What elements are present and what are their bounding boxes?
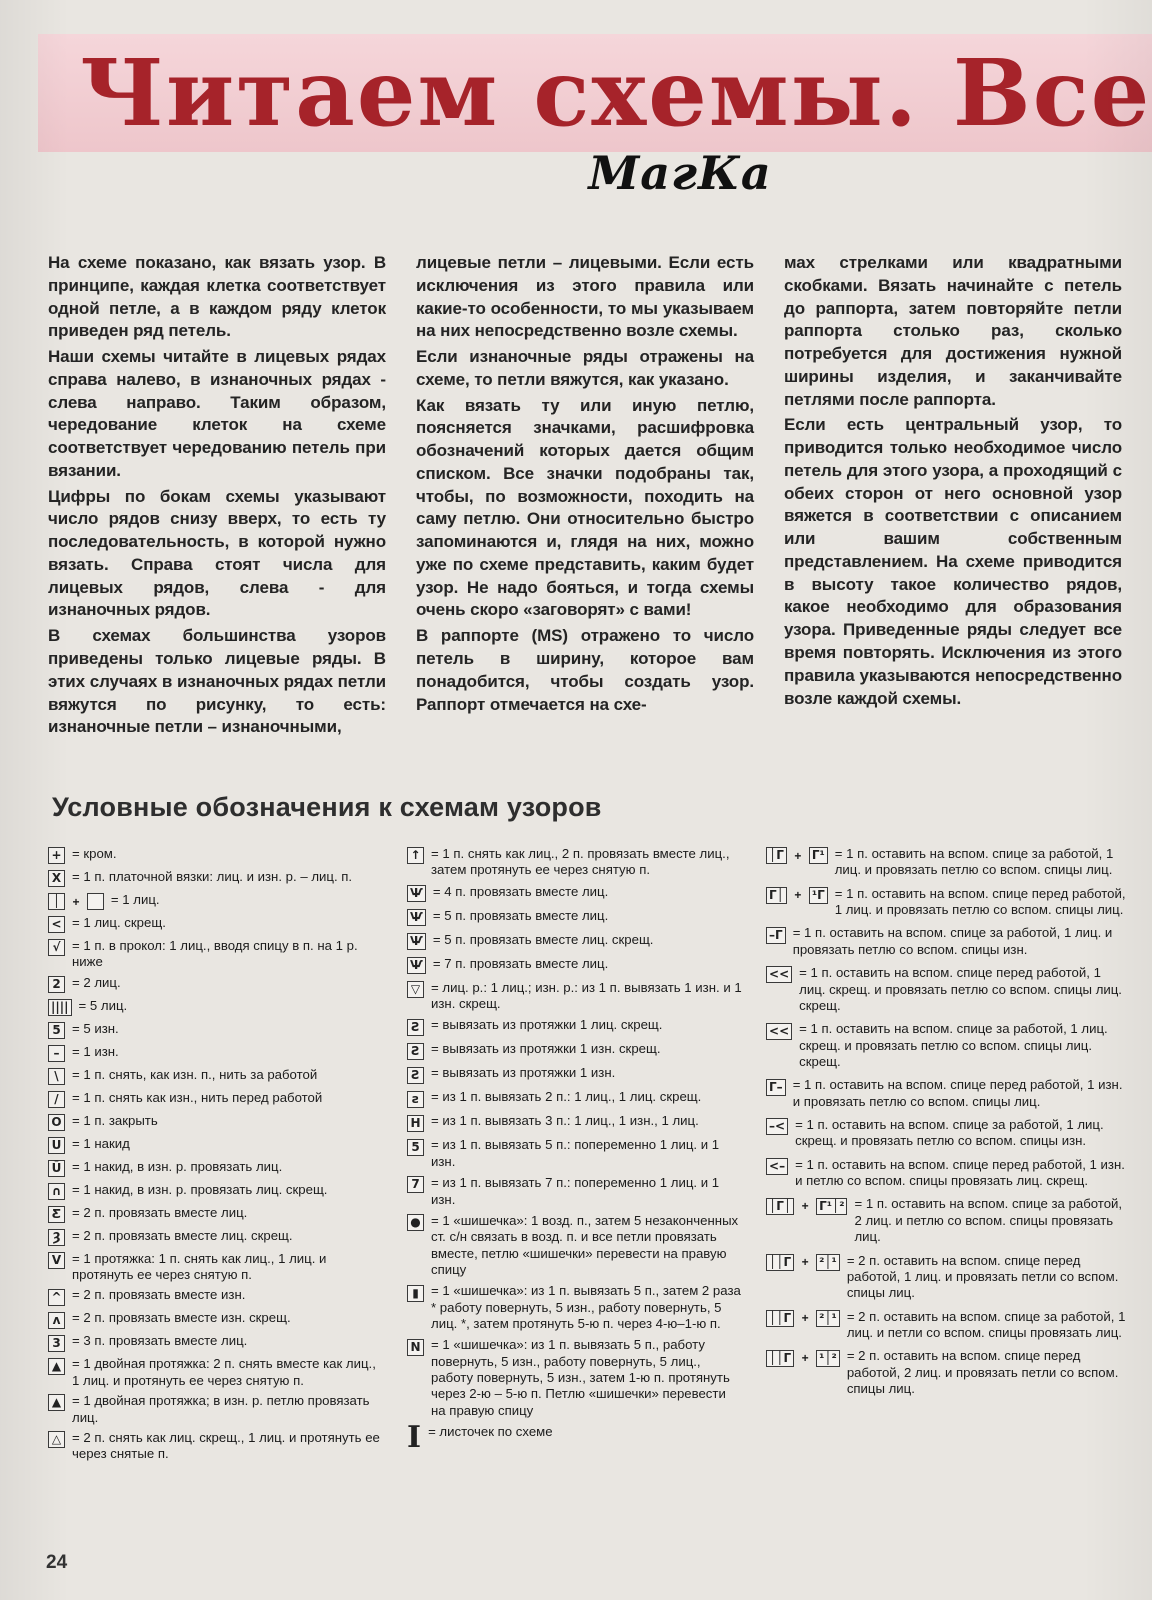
knit-symbol-box: <– xyxy=(766,1158,788,1175)
plus-sign: + xyxy=(801,1311,809,1326)
knit-symbol xyxy=(48,1333,65,1352)
legend-item xyxy=(48,1356,385,1389)
knit-symbol xyxy=(48,1228,65,1247)
title-banner xyxy=(38,34,1152,152)
legend-text: = 1 накид xyxy=(72,1135,130,1151)
knit-symbol-box: ƨ xyxy=(407,1091,424,1108)
legend-text: = из 1 п. вывязать 2 п.: 1 лиц., 1 лиц. скрещ. xyxy=(431,1089,702,1105)
legend-item xyxy=(48,998,385,1017)
legend-text: = 5 лиц. xyxy=(78,997,128,1013)
knit-symbol-box-2 xyxy=(87,893,104,910)
knit-symbol-box: / xyxy=(48,1091,65,1108)
intro-paragraph: Если изнаночные ряды отражены на схеме, то петли вяжутся, как указано. xyxy=(416,347,754,389)
knit-symbol-box: ↑ xyxy=(407,847,424,864)
knit-symbol xyxy=(48,938,65,957)
knit-symbol-box: ▮ xyxy=(407,1285,424,1302)
legend-item xyxy=(766,886,1130,919)
legend-text: = 1 протяжка: 1 п. снять как лиц., 1 лиц. и протянуть ее через снятую п. xyxy=(72,1250,327,1283)
knit-symbol-box: Ȝ xyxy=(48,1229,65,1246)
plus-sign: + xyxy=(801,1351,809,1366)
intro-column-1 xyxy=(48,252,386,742)
knit-symbol-box-2: Г¹│² xyxy=(816,1198,847,1215)
knit-symbol-box: Ƹ xyxy=(48,1206,65,1223)
knit-symbol-box: 2 xyxy=(48,976,65,993)
knit-symbol-box: N xyxy=(407,1339,424,1356)
knit-symbol xyxy=(407,884,426,903)
knit-symbol xyxy=(407,1113,424,1132)
knit-symbol xyxy=(407,1420,422,1456)
knit-symbol-box: X xyxy=(48,870,65,887)
knit-symbol xyxy=(407,1175,424,1194)
intro-paragraph: мах стрелками или квадратными скобками. Вязать начинайте с петель до раппорта, затем повторяйте петли раппорта столько раз, сколько потребуется для достижения нужной ширины изделия, и заканчивайте петлями после раппорта. xyxy=(784,253,1122,409)
legend-item xyxy=(48,1393,385,1426)
legend-column-2 xyxy=(407,846,744,1550)
legend-item xyxy=(48,1310,385,1329)
legend-text: = 2 п. оставить на вспом. спице за работой, 1 лиц. и петли со вспом. спицы провязать лиц. xyxy=(846,1308,1126,1340)
legend-text: = 1 двойная протяжка: 2 п. снять вместе как лиц., 1 лиц. и протянуть ее через снятую п. xyxy=(72,1356,376,1388)
knit-symbol-box: Ѱ xyxy=(407,909,426,926)
legend-text: = 1 лиц. скрещ. xyxy=(72,915,166,930)
knit-symbol xyxy=(766,1077,786,1096)
knit-symbol xyxy=(407,1041,424,1060)
plus-sign: + xyxy=(72,894,80,909)
legend-item xyxy=(407,1420,744,1456)
knit-symbol-box: Ѱ xyxy=(407,885,426,902)
legend-text: = 2 п. провязать вместе лиц. xyxy=(72,1204,248,1220)
legend-section xyxy=(48,846,1130,1550)
legend-text: = 2 п. провязать вместе изн. скрещ. xyxy=(72,1310,291,1326)
knit-symbol-box-2: ¹│² xyxy=(816,1350,840,1367)
legend-item xyxy=(766,1117,1130,1150)
knit-symbol xyxy=(766,1157,788,1176)
legend-text: = лиц. р.: 1 лиц.; изн. р.: из 1 п. вывязать 1 изн. и 1 изн. скрещ. xyxy=(431,979,742,1012)
knit-symbol-box-2: ¹Г xyxy=(809,887,828,904)
legend-text: = 1 п. оставить на вспом. спице за работой, 1 лиц. скрещ. и провязать петлю со вспом. спицы изн. xyxy=(795,1117,1104,1149)
legend-text: = 2 п. оставить на вспом. спице перед работой, 1 лиц. и провязать петли со вспом. спицы лиц. xyxy=(846,1252,1119,1301)
legend-text: = 7 п. провязать вместе лиц. xyxy=(432,955,609,971)
legend-text: = 2 п. провязать вместе лиц. скрещ. xyxy=(72,1227,293,1243)
legend-item xyxy=(407,932,744,951)
intro-paragraph: лицевые петли – лицевыми. Если есть исключения из этого правила или какие-то особенности, то мы указываем на них непосредственно возле схемы. xyxy=(416,253,754,341)
legend-item xyxy=(48,975,385,994)
legend-text: = 1 накид, в изн. р. провязать лиц. xyxy=(72,1158,283,1174)
page-number: 24 xyxy=(46,1552,68,1573)
legend-text: = 4 п. провязать вместе лиц. xyxy=(432,883,609,899)
legend-item xyxy=(407,1283,744,1332)
legend-item xyxy=(766,1348,1130,1397)
knit-symbol xyxy=(407,1065,424,1084)
intro-paragraph: В раппорте (MS) отражено то число петель в ширину, которое вам понадобится, чтобы создать узор. Раппорт отмечается на схе- xyxy=(416,626,754,714)
knit-symbol xyxy=(766,1309,840,1328)
knit-symbol-box: H xyxy=(407,1115,424,1132)
knit-symbol xyxy=(407,1137,424,1156)
legend-text: = 1 п. снять как лиц., 2 п. провязать вместе лиц., затем протянуть ее через снятую п. xyxy=(431,846,730,878)
knit-symbol xyxy=(48,1182,65,1201)
knit-symbol xyxy=(766,1021,792,1040)
legend-item xyxy=(407,908,744,927)
legend-item xyxy=(407,1175,744,1208)
legend-item xyxy=(766,1253,1130,1302)
legend-text: = 1 п. оставить на вспом. спице перед работой, 1 изн. и провязать петлю со вспом. спицы лиц. xyxy=(792,1077,1123,1109)
knit-symbol-box: ∩ xyxy=(48,1183,65,1200)
intro-paragraph: Как вязать ту или иную петлю, поясняется значками, расшифровка обозначений которых дается общим списком. Все значки подобраны так, чтобы, по возможности, походить на саму петлю. Они относительно быстро запоминаются и, глядя на них, можно уже по схеме представить, каким будет узор. Не надо бояться, и тогда схемы очень скоро «заговорят» с вами! xyxy=(416,395,754,620)
knit-symbol-box: + xyxy=(48,847,65,864)
knit-symbol xyxy=(766,1117,788,1136)
legend-item xyxy=(766,846,1130,879)
intro-column-2 xyxy=(416,252,754,742)
knit-symbol-box: 3 xyxy=(48,1335,65,1352)
knit-symbol-box: ││Г xyxy=(766,1310,794,1327)
legend-item xyxy=(407,1137,744,1170)
knit-symbol-box: ʌ xyxy=(48,1312,65,1329)
legend-item xyxy=(766,965,1130,1014)
knit-symbol-box: –Г xyxy=(766,927,786,944)
legend-item xyxy=(48,1430,385,1463)
knit-symbol-box: Ѱ xyxy=(407,957,426,974)
knit-symbol xyxy=(766,965,792,984)
legend-text: = 1 п. оставить на вспом. спице перед работой, 1 изн. и петлю со вспом. спицы провязать лиц. скрещ. xyxy=(795,1156,1125,1189)
legend-item xyxy=(766,925,1130,958)
knit-symbol xyxy=(766,925,786,944)
intro-paragraph: В схемах большинства узоров приведены только лицевые ряды. В этих случаях в изнаночных рядах петли вяжутся по рисунку, то есть: изнаночные петли – изнаночными, xyxy=(48,626,386,737)
knit-symbol-box: Ƨ xyxy=(407,1019,424,1036)
knit-symbol xyxy=(48,1113,65,1132)
knit-symbol xyxy=(48,1159,65,1178)
knit-symbol-box: ^ xyxy=(48,1289,65,1306)
knit-symbol xyxy=(407,956,426,975)
legend-text: = 1 п. оставить на вспом. спице перед работой, 1 лиц. и провязать петлю со вспом. спицы лиц. xyxy=(834,885,1126,918)
knit-symbol xyxy=(766,1253,840,1272)
knit-symbol-box: 7 xyxy=(407,1176,424,1193)
knit-symbol xyxy=(48,1430,65,1449)
knit-symbol-box: ● xyxy=(407,1214,424,1231)
knit-symbol-box: – xyxy=(48,1045,65,1062)
knit-symbol xyxy=(48,869,65,888)
legend-text: = 5 п. провязать вместе лиц. скрещ. xyxy=(432,931,654,947)
legend-text: = 1 п. оставить на вспом. спице за работой, 1 лиц. и провязать петлю со вспом. спицы лиц. xyxy=(834,846,1114,878)
knit-symbol xyxy=(48,1356,65,1375)
legend-item xyxy=(407,1017,744,1036)
legend-item xyxy=(766,1157,1130,1190)
legend-item xyxy=(48,1333,385,1352)
knit-symbol-box: ▽ xyxy=(407,981,424,998)
legend-text: = 1 п. закрыть xyxy=(72,1112,158,1128)
knit-symbol xyxy=(407,932,426,951)
legend-text: = 5 п. провязать вместе лиц. xyxy=(432,907,609,923)
page-title: Читаем схемы. Все xyxy=(80,39,1152,147)
knit-symbol-box: Ƨ xyxy=(407,1067,424,1084)
knit-symbol-box: V xyxy=(48,1252,65,1269)
legend-item xyxy=(766,1196,1130,1245)
legend-text: = 1 накид, в изн. р. провязать лиц. скрещ. xyxy=(72,1181,328,1197)
legend-text: = 1 п. оставить на вспом. спице перед работой, 1 лиц. скрещ. и провязать петлю со вспом. спицы лиц. скрещ. xyxy=(799,965,1122,1013)
legend-text: = 2 п. оставить на вспом. спице перед работой, 2 лиц. и провязать петли со вспом. спицы лиц. xyxy=(846,1348,1119,1397)
legend-text: = 1 «шишечка»: из 1 п. вывязать 5 п., затем 2 раза * работу повернуть, 5 изн., работу повернуть, 5 лиц. *, затем протянуть 5-ю п. через 4-ю–1-ю п. xyxy=(431,1283,741,1332)
knit-symbol-box: Ƨ xyxy=(407,1043,424,1060)
knit-symbol-box-2: ²│¹ xyxy=(816,1310,840,1327)
knit-symbol-box: O xyxy=(48,1114,65,1131)
legend-text: = 1 п. оставить на вспом. спице за работой, 2 лиц. и петлю со вспом. спицы провязать лиц. xyxy=(854,1196,1123,1245)
plus-sign: + xyxy=(794,848,802,863)
legend-item xyxy=(48,1067,385,1086)
legend-text: = из 1 п. вывязать 5 п.: попеременно 1 лиц. и 1 изн. xyxy=(431,1137,720,1169)
legend-item xyxy=(407,956,744,975)
legend-item xyxy=(407,1213,744,1278)
knit-symbol-box: Ѱ xyxy=(407,933,426,950)
legend-item xyxy=(48,869,385,888)
legend-item xyxy=(407,980,744,1013)
legend-item xyxy=(48,892,385,911)
legend-text: = 1 п. оставить на вспом. спице за работой, 1 лиц. скрещ. и провязать петлю со вспом. спицы лиц. скрещ. xyxy=(799,1021,1108,1069)
magazine-logo: МагКа xyxy=(588,146,772,200)
knit-symbol xyxy=(766,846,828,865)
knit-symbol xyxy=(48,846,65,865)
knit-symbol xyxy=(407,1213,424,1232)
legend-column-1 xyxy=(48,846,385,1550)
legend-text: = вывязать из протяжки 1 изн. xyxy=(431,1065,616,1081)
legend-text: = 1 двойная протяжка; в изн. р. петлю провязать лиц. xyxy=(72,1393,370,1425)
legend-item xyxy=(407,1113,744,1132)
intro-column-3 xyxy=(784,252,1122,742)
knit-symbol xyxy=(48,915,65,934)
knit-symbol-box: ││Г xyxy=(766,1350,794,1367)
legend-item xyxy=(48,1113,385,1132)
knit-symbol-box: │ xyxy=(48,893,65,910)
knit-symbol xyxy=(407,980,424,999)
knit-symbol xyxy=(407,1017,424,1036)
knit-symbol-box: –< xyxy=(766,1118,788,1135)
legend-item xyxy=(407,1041,744,1060)
legend-text: = 1 п. снять как изн., нить перед работой xyxy=(72,1089,323,1105)
legend-text: = из 1 п. вывязать 7 п.: попеременно 1 лиц. и 1 изн. xyxy=(431,1175,720,1207)
knit-symbol xyxy=(407,846,424,865)
legend-text: = листочек по схеме xyxy=(428,1424,553,1440)
knit-symbol xyxy=(48,1310,65,1329)
knit-symbol xyxy=(766,886,828,905)
legend-item xyxy=(766,1021,1130,1070)
legend-text: = 1 изн. xyxy=(72,1043,119,1059)
knit-symbol xyxy=(48,998,72,1017)
knit-symbol xyxy=(48,892,104,911)
legend-text: = 1 п. оставить на вспом. спице за работой, 1 лиц. и провязать петлю со вспом. спицы изн. xyxy=(792,925,1113,957)
knit-symbol-box: √ xyxy=(48,939,65,956)
legend-text: = 1 п. снять, как изн. п., нить за работой xyxy=(72,1066,318,1082)
intro-paragraph: Цифры по бокам схемы указывают число рядов снизу вверх, то есть ту последовательность, в которой нужно вязать. Справа стоят числа для лицевых рядов, слева - для изнаночных рядов. xyxy=(48,486,386,620)
knit-symbol xyxy=(48,1287,65,1306)
legend-text: = 5 изн. xyxy=(72,1020,119,1036)
knit-symbol xyxy=(48,975,65,994)
legend-item xyxy=(407,1089,744,1108)
knit-symbol xyxy=(48,1067,65,1086)
legend-item xyxy=(48,1251,385,1284)
knit-symbol xyxy=(48,1136,65,1155)
legend-text: = 1 лиц. xyxy=(110,892,160,907)
knit-symbol xyxy=(766,1196,847,1215)
legend-column-3 xyxy=(766,846,1130,1550)
legend-item xyxy=(48,1044,385,1063)
knit-symbol-box: 5 xyxy=(407,1139,424,1156)
legend-item xyxy=(48,1159,385,1178)
legend-text: = 2 п. снять как лиц. скрещ., 1 лиц. и протянуть ее через снятые п. xyxy=(72,1429,380,1462)
legend-item xyxy=(48,1205,385,1224)
knit-symbol-box: << xyxy=(766,1023,792,1040)
knit-symbol-box: ▲ xyxy=(48,1358,65,1375)
legend-text: = 1 «шишечка»: из 1 п. вывязать 5 п., работу повернуть, 5 изн., работу повернуть, 5 лиц., работу повернуть, 5 изн., затем 1-ю п. протянуть через 2-ю – 5-ю п. Петлю «шишечки» перевести на правую спицу xyxy=(431,1337,730,1418)
knit-symbol-box: │Г│ xyxy=(766,1198,794,1215)
knit-symbol-box: I xyxy=(407,1420,422,1456)
legend-item xyxy=(48,846,385,865)
knit-symbol-box: U xyxy=(48,1137,65,1154)
knit-symbol-box: △ xyxy=(48,1431,65,1448)
legend-item xyxy=(48,1021,385,1040)
legend-text: = 1 «шишечка»: 1 возд. п., затем 5 незаконченных ст. с/н связать в возд. п. и все петли провязать вместе, петлю «шишечки» перевести на правую спицу xyxy=(431,1212,739,1277)
legend-text: = 2 лиц. xyxy=(72,974,121,990)
knit-symbol xyxy=(407,1283,424,1302)
knit-symbol xyxy=(407,1337,424,1356)
intro-paragraph: На схеме показано, как вязать узор. В принципе, каждая клетка соответствует одной петле, а в каждом ряду клеток приведен ряд петель. xyxy=(48,253,386,341)
legend-item xyxy=(766,1077,1130,1110)
knit-symbol-box: Г– xyxy=(766,1079,786,1096)
knit-symbol xyxy=(407,1089,424,1108)
legend-item xyxy=(407,846,744,879)
knit-symbol xyxy=(407,908,426,927)
knit-symbol-box: ▲ xyxy=(48,1394,65,1411)
knit-symbol-box-2: ²│¹ xyxy=(816,1254,840,1271)
legend-text: = из 1 п. вывязать 3 п.: 1 лиц., 1 изн., 1 лиц. xyxy=(431,1113,699,1129)
legend-item xyxy=(48,1287,385,1306)
plus-sign: + xyxy=(794,888,802,903)
legend-text: = 1 п. в прокол: 1 лиц., вводя спицу в п. на 1 р. ниже xyxy=(72,938,358,970)
knit-symbol-box: 5 xyxy=(48,1022,65,1039)
knit-symbol-box: Г│ xyxy=(766,887,787,904)
legend-text: = 2 п. провязать вместе изн. xyxy=(72,1287,246,1303)
knit-symbol xyxy=(48,1251,65,1270)
intro-paragraph: Если есть центральный узор, то приводится только необходимое число петель для этого узора, а проходящий с обеих сторон от него основной узор вяжется в соответствии с описанием или вашим собственным представлением. На схеме приводится в высоту такое количество рядов, какое необходимо для образования узора. Приведенные ряды следует все время повторять. Исключения из этого правила указываются непосредственно возле каждой схемы. xyxy=(784,415,1122,708)
knit-symbol xyxy=(48,1044,65,1063)
legend-item xyxy=(407,884,744,903)
knit-symbol xyxy=(48,1090,65,1109)
legend-item xyxy=(48,1136,385,1155)
legend-text: = вывязать из протяжки 1 лиц. скрещ. xyxy=(431,1017,663,1033)
knit-symbol xyxy=(48,1021,65,1040)
legend-item xyxy=(48,938,385,971)
knit-symbol-box: ││Г xyxy=(766,1254,794,1271)
legend-item xyxy=(48,1228,385,1247)
legend-text: = 3 п. провязать вместе лиц. xyxy=(72,1333,248,1349)
knit-symbol xyxy=(766,1348,840,1367)
knit-symbol-box: \ xyxy=(48,1068,65,1085)
plus-sign: + xyxy=(801,1199,809,1214)
knit-symbol-box: << xyxy=(766,966,792,983)
intro-section xyxy=(48,252,1122,742)
knit-symbol-box: < xyxy=(48,916,65,933)
legend-text: = кром. xyxy=(72,846,117,861)
knit-symbol-box-2: Г¹ xyxy=(809,847,828,864)
legend-item xyxy=(407,1065,744,1084)
legend-item xyxy=(48,915,385,934)
plus-sign: + xyxy=(801,1255,809,1270)
legend-item xyxy=(48,1182,385,1201)
knit-symbol-box: Ū xyxy=(48,1160,65,1177)
knit-symbol xyxy=(48,1393,65,1412)
legend-item xyxy=(766,1309,1130,1342)
legend-heading: Условные обозначения к схемам узоров xyxy=(52,792,602,822)
legend-item xyxy=(407,1337,744,1419)
legend-text: = вывязать из протяжки 1 изн. скрещ. xyxy=(431,1041,661,1057)
knit-symbol xyxy=(48,1205,65,1224)
legend-item xyxy=(48,1090,385,1109)
knit-symbol-box: │Г xyxy=(766,847,787,864)
knit-symbol-box: |||| xyxy=(48,999,72,1016)
legend-text: = 1 п. платочной вязки: лиц. и изн. р. – лиц. п. xyxy=(72,869,353,884)
intro-paragraph: Наши схемы читайте в лицевых рядах справа налево, в изнаночных рядах - слева направо. Таким образом, чередование клеток на схеме соответствует чередованию петель при вязании. xyxy=(48,347,386,480)
